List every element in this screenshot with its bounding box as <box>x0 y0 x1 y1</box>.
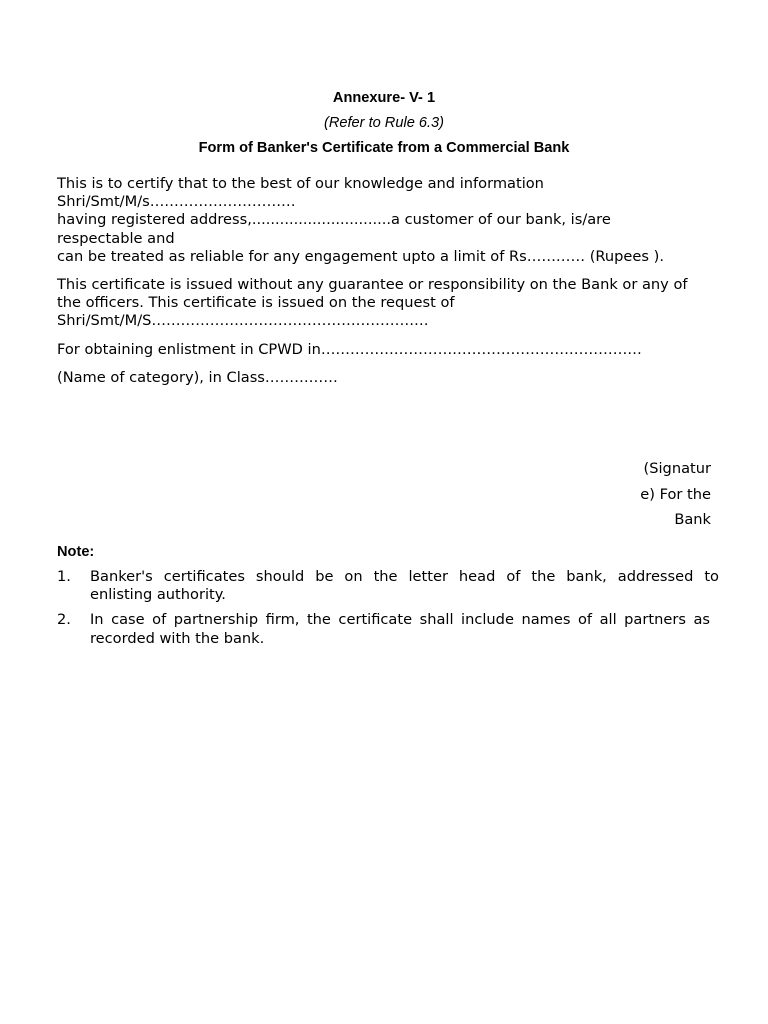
note-text-line: recorded with the bank. <box>90 629 265 647</box>
enlistment-line: For obtaining enlistment in CPWD in………………………………………………………… <box>57 341 642 358</box>
registered-address-line: having registered address,..............................a customer of our bank, is/are <box>57 211 611 229</box>
form-title: Form of Banker's Certificate from a Commercial Bank <box>198 140 570 156</box>
disclaimer-line: the officers. This certificate is issued on the request of <box>57 294 455 312</box>
certification-line: This is to certify that to the best of our knowledge and information <box>57 175 544 192</box>
annexure-heading: Annexure- V- 1 <box>332 90 436 106</box>
signature-block <box>640 456 711 533</box>
signature-line: Bank <box>674 511 711 528</box>
note-list <box>57 568 719 655</box>
rule-reference: (Refer to Rule 6.3) <box>323 115 445 131</box>
certification-paragraph <box>57 175 717 266</box>
note-label: Note: <box>57 544 95 560</box>
requester-name-blank: Shri/Smt/M/S………………………………………………… <box>57 312 429 330</box>
note-text <box>90 568 719 604</box>
note-text <box>90 611 719 647</box>
note-text-line: Banker's certificates should be on the letter head of the bank, addressed to <box>90 568 719 585</box>
note-item <box>57 568 719 604</box>
note-number: 1. <box>57 568 71 585</box>
note-number: 2. <box>57 611 71 629</box>
engagement-limit-line: can be treated as reliable for any engagement upto a limit of Rs………… (Rupees ). <box>57 247 664 265</box>
note-text-line: In case of partnership firm, the certificate shall include names of all partners as <box>90 611 710 629</box>
disclaimer-line: This certificate is issued without any guarantee or responsibility on the Bank or any of <box>57 276 688 293</box>
customer-name-blank: Shri/Smt/M/s………………………… <box>57 193 296 211</box>
note-item <box>57 611 719 647</box>
disclaimer-paragraph <box>57 276 717 331</box>
signature-line: e) For the <box>640 485 711 503</box>
respectable-line: respectable and <box>57 229 175 247</box>
signature-line: (Signatur <box>643 460 711 477</box>
category-class-line: (Name of category), in Class…………… <box>57 369 338 386</box>
note-text-line: enlisting authority. <box>90 586 226 604</box>
